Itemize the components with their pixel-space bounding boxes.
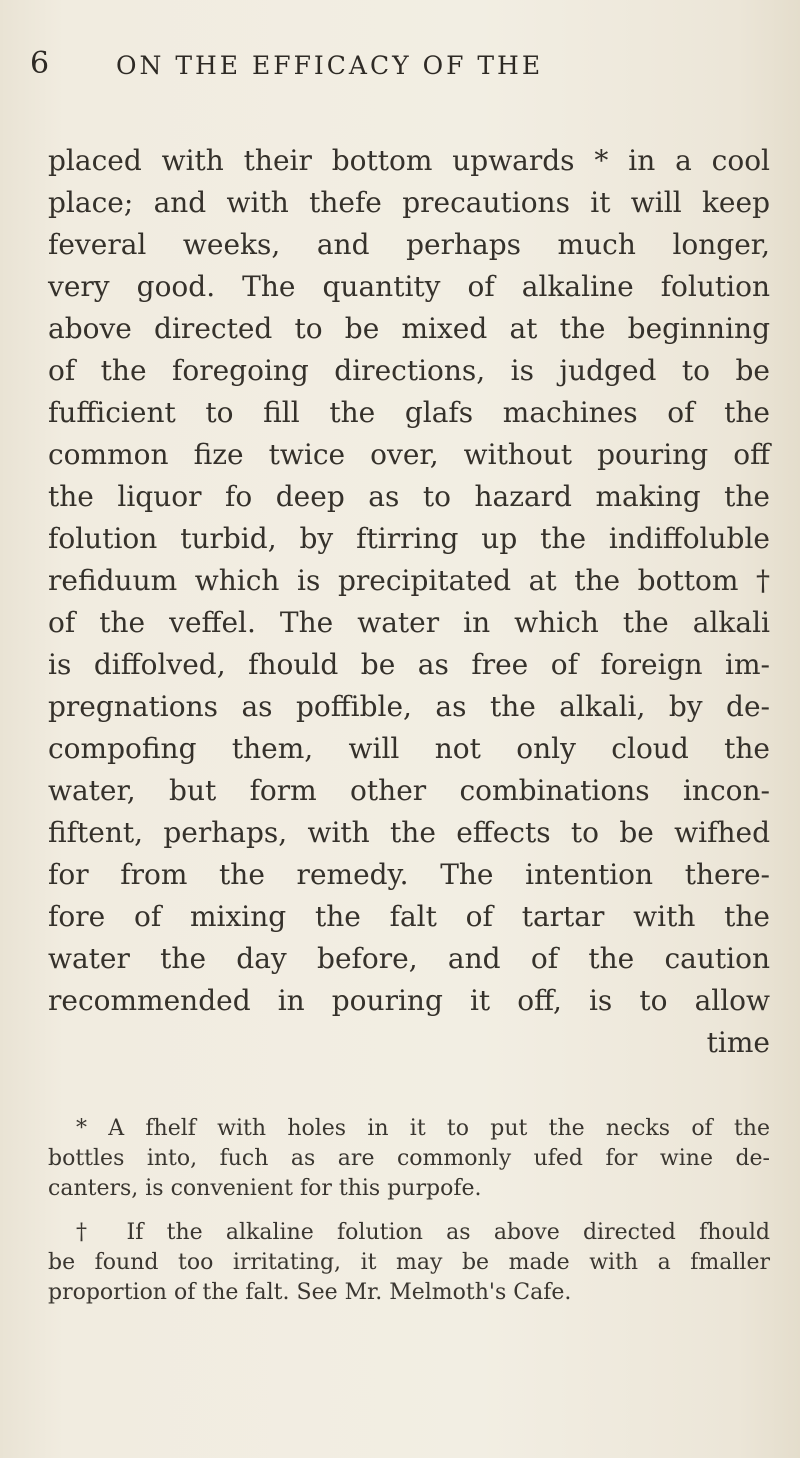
catchword: time xyxy=(706,1026,770,1059)
running-head: ON THE EFFICACY OF THE xyxy=(116,51,544,80)
footnote-line: be found too irritating, it may be made with a fmaller xyxy=(48,1250,770,1275)
text-line: common fize twice over, without pouring off xyxy=(48,438,770,471)
text-line: water, but form other combinations incon- xyxy=(48,774,770,807)
text-line: pregnations as poffible, as the alkali, by de- xyxy=(48,690,770,723)
text-line: above directed to be mixed at the beginning xyxy=(48,312,770,345)
text-line: compofing them, will not only cloud the xyxy=(48,732,770,765)
text-line: folution turbid, by ftirring up the indiffoluble xyxy=(48,522,770,555)
text-line: fufficient to fill the glafs machines of the xyxy=(48,396,770,429)
text-line: placed with their bottom upwards * in a cool xyxy=(48,144,770,177)
text-line: water the day before, and of the caution xyxy=(48,942,770,975)
text-line: refiduum which is precipitated at the bottom † xyxy=(48,564,770,597)
text-line: fiftent, perhaps, with the effects to be wifhed xyxy=(48,816,770,849)
footnote-line: proportion of the falt. See Mr. Melmoth's Cafe. xyxy=(48,1280,572,1305)
page-number: 6 xyxy=(30,46,50,81)
text-line: of the foregoing directions, is judged to be xyxy=(48,354,770,387)
footnote-line: bottles into, fuch as are commonly ufed for wine de- xyxy=(48,1146,770,1171)
text-line: for from the remedy. The intention there- xyxy=(48,858,770,891)
footnote-line: canters, is convenient for this purpofe. xyxy=(48,1176,482,1201)
text-line: recommended in pouring it off, is to allow xyxy=(48,984,770,1017)
text-line: place; and with thefe precautions it will keep xyxy=(48,186,770,219)
text-line: is diffolved, fhould be as free of foreign im- xyxy=(48,648,770,681)
footnote-line: * A fhelf with holes in it to put the necks of the xyxy=(76,1116,770,1141)
page-header xyxy=(0,44,800,84)
text-line: the liquor fo deep as to hazard making the xyxy=(48,480,770,513)
text-line: very good. The quantity of alkaline folution xyxy=(48,270,770,303)
text-line: fore of mixing the falt of tartar with the xyxy=(48,900,770,933)
text-line: feveral weeks, and perhaps much longer, xyxy=(48,228,770,261)
text-line: of the veffel. The water in which the alkali xyxy=(48,606,770,639)
footnote-line: † If the alkaline folution as above directed fhould xyxy=(76,1220,770,1245)
